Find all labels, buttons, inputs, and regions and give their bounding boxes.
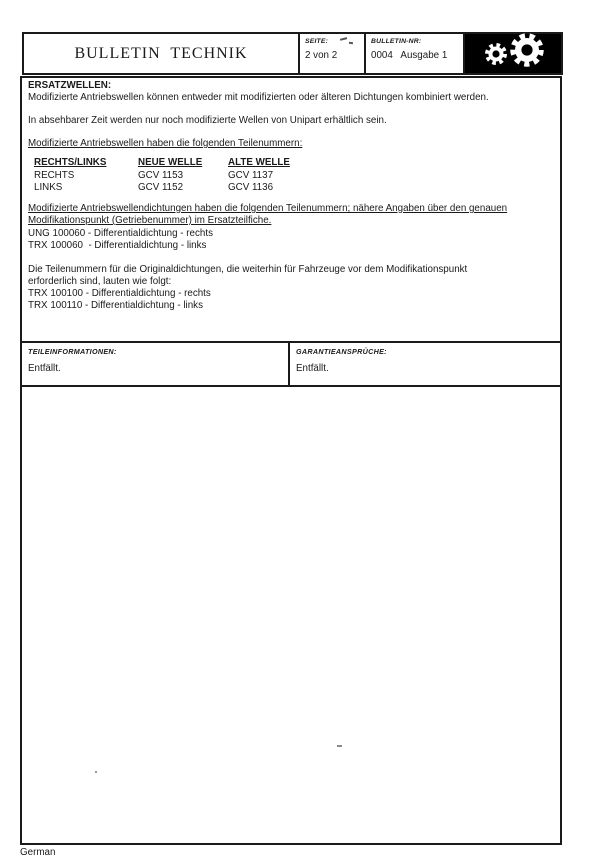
seals-intro-line: Modifizierte Antriebswellendichtungen haben die folgenden Teilenummern; nähere Angaben über den genauen: [28, 203, 508, 214]
table-cell: GCV 1137: [228, 169, 274, 181]
column-header: RECHTS/LINKS: [34, 157, 107, 168]
scan-artifact: [95, 771, 97, 773]
seals-intro-line: Modifikationspunkt (Getriebenummer) im Ersatzteilfiche.: [28, 215, 272, 226]
section-title: ERSATZWELLEN:: [28, 80, 112, 91]
teileinformationen-value: Entfällt.: [28, 363, 61, 374]
paragraph: Modifizierte Antriebswellen können entweder mit modifizierten oder älteren Dichtungen kombiniert werden.: [28, 92, 489, 103]
header: [22, 32, 563, 75]
seite-cell: [300, 34, 366, 73]
title-cell: [24, 34, 300, 73]
teileinformationen-label: TEILEINFORMATIONEN:: [28, 347, 117, 356]
paragraph-line: Die Teilenummern für die Originaldichtungen, die weiterhin für Fahrzeuge vor dem Modifikationspunkt: [28, 264, 468, 275]
table-cell: GCV 1136: [228, 182, 274, 193]
language-tag: German: [20, 847, 56, 858]
table-cell: GCV 1152: [138, 182, 184, 193]
table-row: [34, 182, 318, 195]
part-line: TRX 100100 - Differentialdichtung - rechts: [28, 288, 211, 299]
table-header-row: [34, 157, 318, 170]
garantieansprueche-value: Entfällt.: [296, 363, 329, 374]
column-header: ALTE WELLE: [228, 157, 290, 168]
page-title: BULLETIN TECHNIK: [74, 44, 248, 62]
table-cell: RECHTS: [34, 169, 75, 181]
bulletin-nr-value: 0004 Ausgabe 1: [371, 50, 448, 61]
bulletin-nr-cell: [366, 34, 465, 73]
scan-artifact: [349, 42, 353, 44]
garantieansprueche-label: GARANTIEANSPRÜCHE:: [296, 347, 387, 356]
logo-box: [465, 34, 561, 73]
table-intro: Modifizierte Antriebswellen haben die folgenden Teilenummern:: [28, 138, 303, 149]
teileinformationen-cell: [22, 343, 290, 385]
info-row: [22, 341, 560, 387]
part-number-table: [34, 157, 318, 195]
part-line: TRX 100060 - Differentialdichtung - links: [28, 240, 207, 251]
bulletin-nr-label: BULLETIN-NR:: [371, 38, 422, 45]
paragraph-line: erforderlich sind, lauten wie folgt:: [28, 276, 172, 287]
table-row: [34, 170, 318, 183]
part-line: UNG 100060 - Differentialdichtung - rechts: [28, 228, 213, 239]
table-cell: GCV 1153: [138, 169, 184, 181]
content-box: [20, 76, 562, 845]
seite-value: 2 von 2: [305, 50, 338, 61]
scan-artifact: [337, 745, 342, 747]
gears-icon: [466, 32, 560, 75]
seite-label: SEITE:: [305, 38, 329, 45]
part-line: TRX 100110 - Differentialdichtung - links: [28, 300, 203, 311]
paragraph: In absehbarer Zeit werden nur noch modifizierte Wellen von Unipart erhältlich sein.: [28, 115, 387, 126]
table-cell: LINKS: [34, 182, 63, 193]
column-header: NEUE WELLE: [138, 157, 203, 168]
garantieansprueche-cell: [290, 343, 560, 385]
